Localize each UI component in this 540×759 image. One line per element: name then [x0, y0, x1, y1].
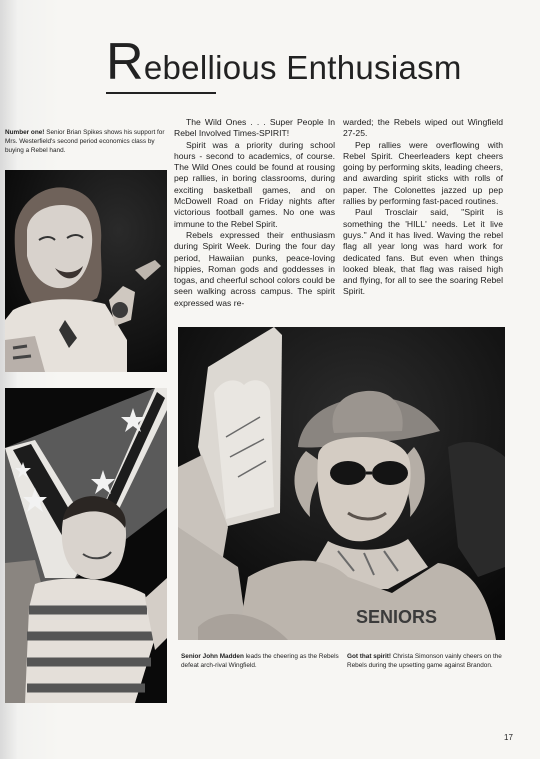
caption-top-lead: Number one! [5, 129, 45, 136]
caption-bottom-left-lead: Senior John Madden [181, 653, 244, 660]
caption-bottom-right [347, 653, 506, 671]
cheering-girl-photo [5, 170, 167, 372]
page-headline [106, 33, 536, 91]
article-column-1 [174, 117, 335, 309]
headline-initial: R [106, 33, 144, 91]
col2-paragraph-2: Pep rallies were overflowing with Rebel Spirit. Cheerleaders kept cheers going by performing skits, leading cheers, and awarding spirit sticks with rolls of paper. The Colonettes jazzed up pep rallies by performing fast-paced routines. [343, 139, 503, 207]
shirt-lettering: SENIORS [356, 607, 438, 627]
col1-paragraph-3: Rebels expressed their enthusiasm during Spirit Week. During the four day period, Hawaiian punks, peace-loving hippies, Roman gods and goddesses in togas, and cheerful school colors could be seen walking across campus. The spirit expressed was re- [174, 229, 335, 308]
caption-bottom-left [181, 653, 342, 671]
col1-paragraph-2: Spirit was a priority during school hours - second to academics, of course. The Wild Ones could be found at rousing pep rallies, in boring classrooms, during exciting basketball games, and on McDowell Road on Friday nights after victorious football games. No one was immune to the Rebel Spirit. [174, 139, 335, 229]
col2-paragraph-1: warded; the Rebels wiped out Wingfield 27-25. [343, 117, 503, 139]
col2-paragraph-3: Paul Trosclair said, ''Spirit is something the 'HILL' needs. Let it live guys.'' And it has lived. Waving the rebel flag all year long was hard work for dedicated fans. But even when things looked bleak, that flag was raised high and flying, for all to see the soaring Rebel Spirit. [343, 207, 503, 297]
headline-rest: ebellious Enthusiasm [143, 49, 462, 86]
cowboy-hat-cheerer-photo [178, 327, 505, 640]
caption-bottom-right-lead: Got that spirit! [347, 653, 392, 660]
rebel-flag-boy-photo [5, 388, 167, 703]
caption-bottom-left-text: leads the cheering as the Rebels defeat arch-rival Wingfield. [181, 653, 339, 669]
caption-top-text: Senior Brian Spikes shows his support for Mrs. Westerfield's second period economics class by buying a Rebel hand. [5, 129, 165, 154]
article-column-2 [343, 117, 503, 298]
caption-top-left [5, 129, 167, 155]
caption-bottom-right-text: Christa Simonson vainly cheers on the Rebels during the upsetting game against Brandon. [347, 653, 502, 669]
headline-underline [106, 92, 216, 94]
col1-paragraph-1: The Wild Ones . . . Super People In Rebel Involved Times-SPIRIT! [174, 117, 335, 139]
page-number: 17 [504, 733, 513, 742]
